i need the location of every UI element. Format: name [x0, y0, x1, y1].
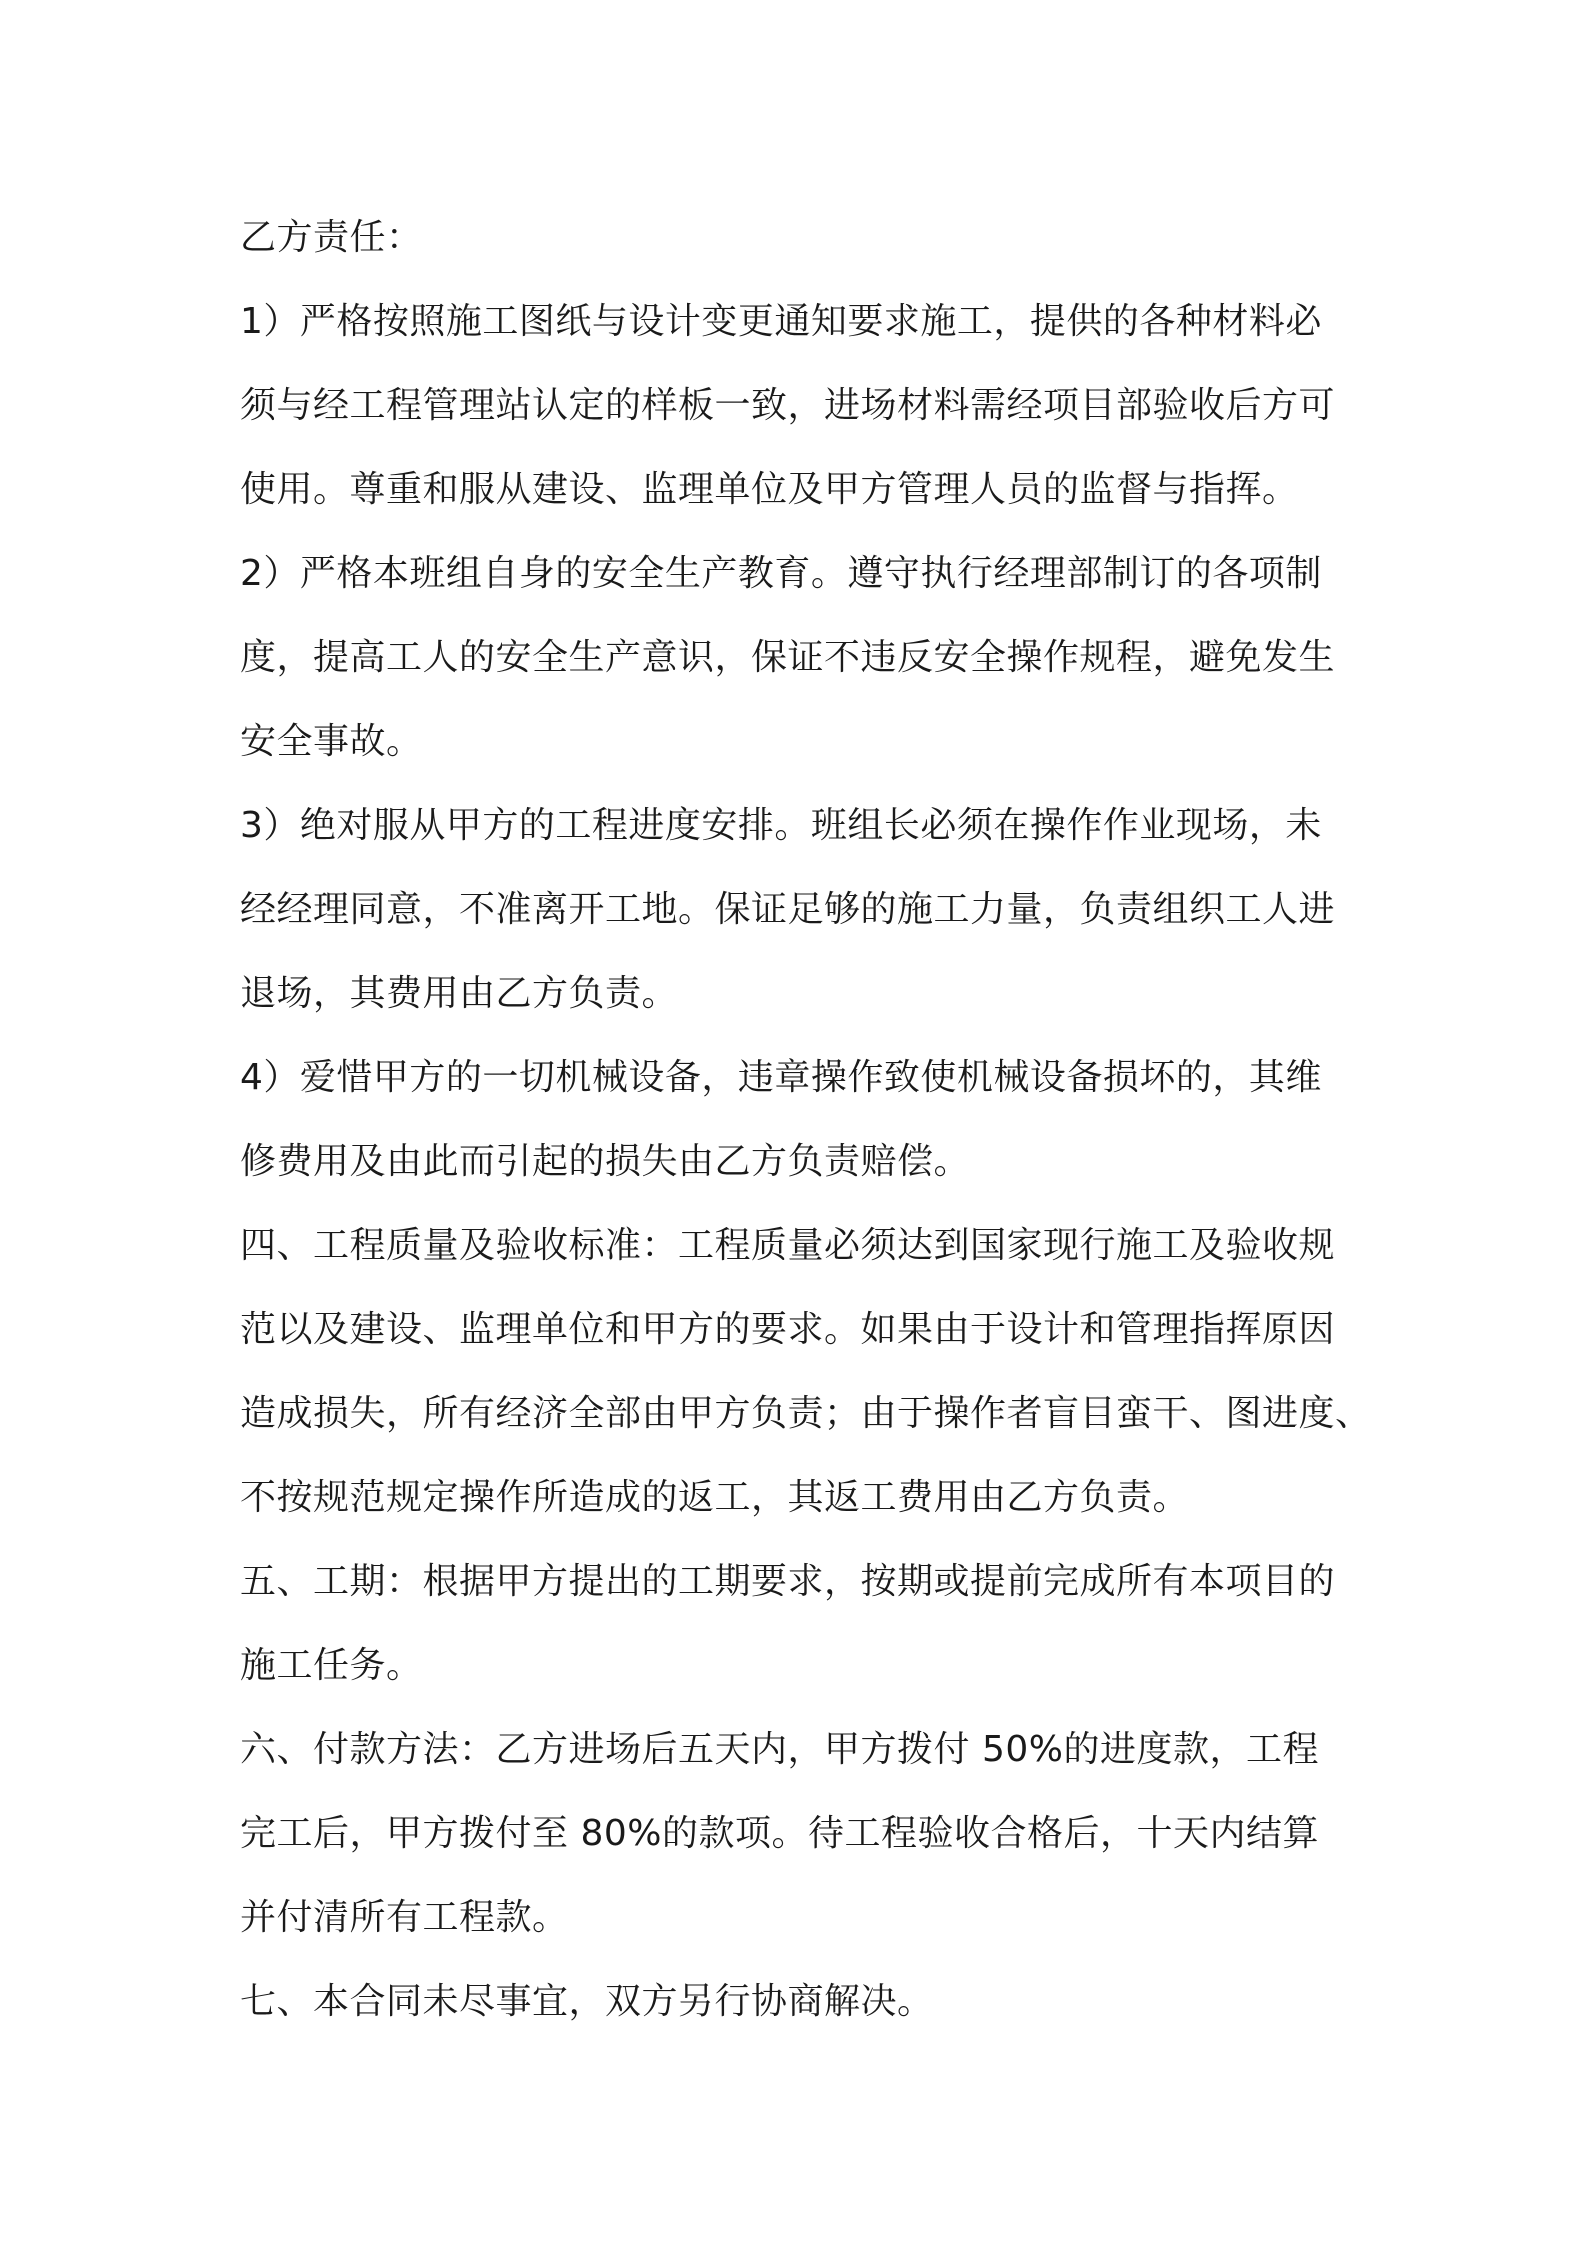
text-line: 修费用及由此而引起的损失由乙方负责赔偿。 [240, 1141, 971, 1182]
text-line: 1）严格按照施工图纸与设计变更通知要求施工，提供的各种材料必 [240, 301, 1322, 342]
text-line: 退场，其费用由乙方负责。 [240, 973, 679, 1014]
text-line: 使用。尊重和服从建设、监理单位及甲方管理人员的监督与指挥。 [240, 469, 1299, 510]
text-line: 五、工期：根据甲方提出的工期要求，按期或提前完成所有本项目的 [240, 1561, 1336, 1602]
text-line: 施工任务。 [240, 1645, 423, 1686]
text-line: 范以及建设、监理单位和甲方的要求。如果由于设计和管理指挥原因 [240, 1309, 1336, 1350]
text-line: 六、付款方法：乙方进场后五天内，甲方拨付 50%的进度款，工程 [240, 1729, 1319, 1770]
text-line: 七、本合同未尽事宜，双方另行协商解决。 [240, 1981, 934, 2022]
text-line: 造成损失，所有经济全部由甲方负责；由于操作者盲目蛮干、图进度、 [240, 1393, 1372, 1434]
text-line: 安全事故。 [240, 721, 423, 762]
text-line: 四、工程质量及验收标准：工程质量必须达到国家现行施工及验收规 [240, 1225, 1336, 1266]
contract-text [240, 196, 1372, 2044]
text-line: 经经理同意，不准离开工地。保证足够的施工力量，负责组织工人进 [240, 889, 1336, 930]
text-line: 不按规范规定操作所造成的返工，其返工费用由乙方负责。 [240, 1477, 1190, 1518]
text-line: 须与经工程管理站认定的样板一致，进场材料需经项目部验收后方可 [240, 385, 1336, 426]
text-line: 3）绝对服从甲方的工程进度安排。班组长必须在操作作业现场，未 [240, 805, 1322, 846]
text-line: 2）严格本班组自身的安全生产教育。遵守执行经理部制订的各项制 [240, 553, 1322, 594]
text-line: 乙方责任： [240, 217, 423, 258]
text-line: 完工后，甲方拨付至 80%的款项。待工程验收合格后，十天内结算 [240, 1813, 1319, 1854]
text-line: 4）爱惜甲方的一切机械设备，违章操作致使机械设备损坏的，其维 [240, 1057, 1322, 1098]
text-line: 并付清所有工程款。 [240, 1897, 569, 1938]
text-line: 度，提高工人的安全生产意识，保证不违反安全操作规程，避免发生 [240, 637, 1336, 678]
